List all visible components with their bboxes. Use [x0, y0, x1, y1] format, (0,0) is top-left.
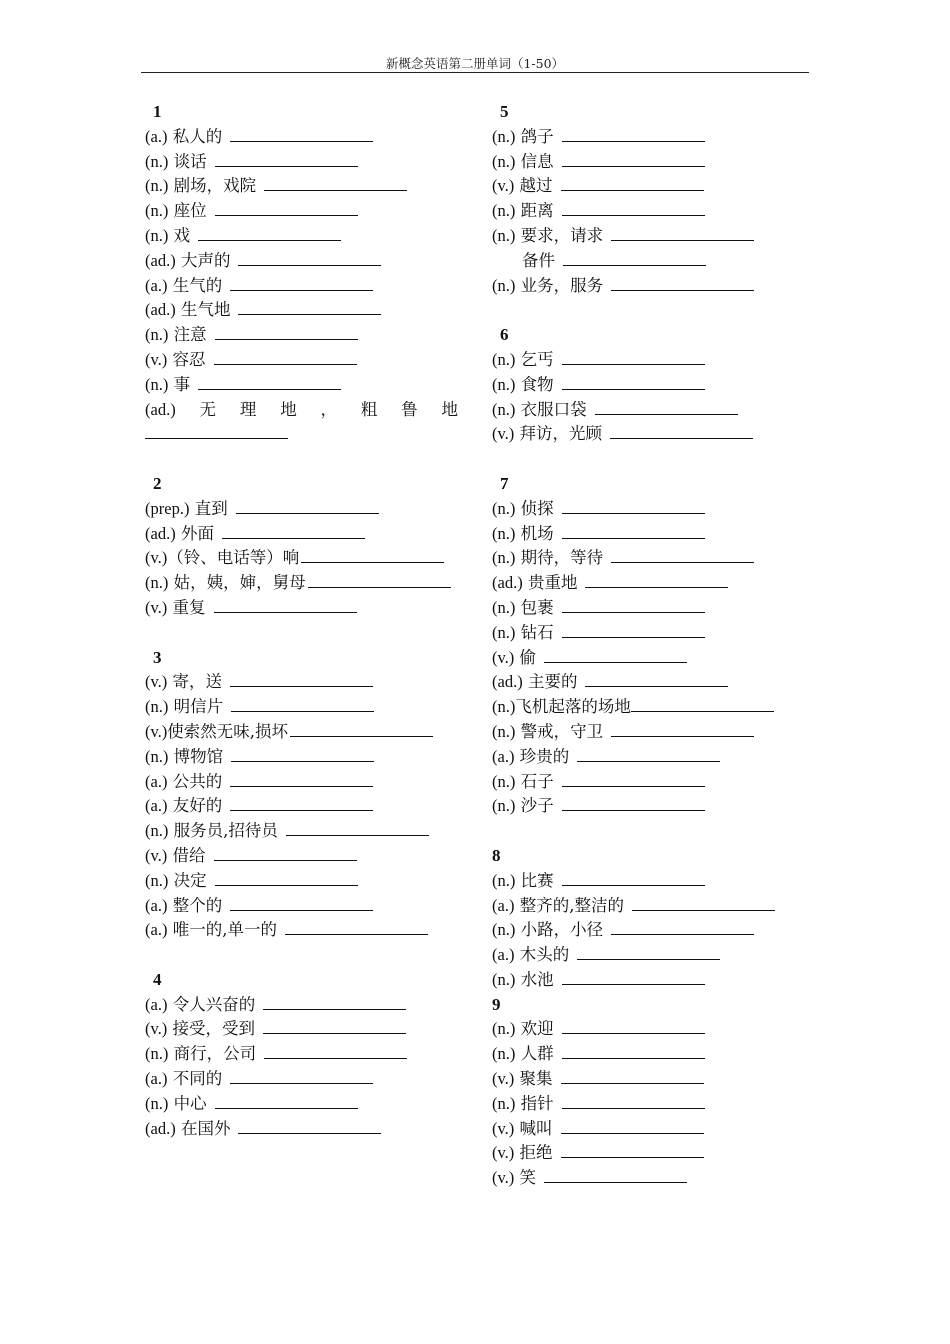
vocab-item-justified [145, 398, 458, 423]
answer-blank[interactable] [198, 373, 341, 390]
answer-blank[interactable] [214, 348, 357, 365]
part-of-speech: (a.) [492, 895, 515, 915]
part-of-speech: (a.) [492, 746, 515, 766]
part-of-speech: (a.) [145, 126, 168, 146]
vocab-item [145, 869, 465, 894]
vocab-item [492, 918, 812, 943]
part-of-speech: (n.) [492, 920, 516, 940]
chinese-meaning: 重复 [172, 597, 206, 617]
lesson-number: 5 [500, 102, 509, 121]
chinese-meaning: 不同的 [172, 1069, 223, 1089]
chinese-meaning: 警戒，守卫 [520, 721, 604, 741]
chinese-meaning: 接受，受到 [172, 1019, 256, 1039]
chinese-meaning: 直到 [194, 498, 228, 518]
part-of-speech: (v.) [145, 672, 168, 692]
answer-blank[interactable] [263, 1017, 406, 1034]
chinese-meaning: 备件 [522, 250, 555, 270]
vocab-item [145, 497, 465, 522]
part-of-speech: (n.) [145, 151, 169, 171]
part-of-speech: (n.) [492, 225, 516, 245]
chinese-meaning: 大声的 [180, 250, 231, 270]
vocab-item [492, 1117, 812, 1142]
chinese-meaning: 注意 [173, 325, 207, 345]
chinese-meaning: 寄，送 [172, 672, 223, 692]
chinese-meaning: 主要的 [527, 672, 578, 692]
part-of-speech: (n.) [492, 771, 516, 791]
chinese-meaning: 戏 [173, 225, 191, 245]
vocab-item [492, 596, 812, 621]
part-of-speech: (a.) [145, 796, 168, 816]
part-of-speech: (n.) [492, 374, 516, 394]
chinese-meaning: 决定 [173, 870, 207, 890]
part-of-speech: (n.) [492, 151, 516, 171]
chinese-meaning: 衣服口袋 [520, 399, 587, 419]
part-of-speech: (n.) [492, 1044, 516, 1064]
vocab-item [145, 373, 465, 398]
vocab-item [145, 894, 465, 919]
chinese-meaning: 比赛 [520, 870, 554, 890]
answer-blank[interactable] [611, 224, 754, 241]
part-of-speech: (n.) [145, 870, 169, 890]
chinese-meaning: 借给 [172, 845, 206, 865]
part-of-speech: (v.) [145, 349, 168, 369]
page-header [141, 56, 809, 73]
vocab-item [492, 1042, 812, 1067]
answer-blank[interactable] [631, 695, 774, 712]
chinese-meaning: 聚集 [519, 1069, 553, 1089]
answer-blank[interactable] [230, 1067, 373, 1084]
part-of-speech: (ad.) [492, 573, 523, 593]
right-column [492, 100, 812, 1191]
part-of-speech: (n.) [492, 697, 516, 717]
chinese-meaning: 剧场，戏院 [173, 176, 257, 196]
part-of-speech: (n.) [492, 498, 516, 518]
answer-blank[interactable] [562, 770, 705, 787]
vocab-item [492, 943, 812, 968]
chinese-meaning: 距离 [520, 201, 554, 221]
vocab-item [492, 174, 812, 199]
chinese-meaning: 乞丐 [520, 349, 554, 369]
vocab-item [492, 1141, 812, 1166]
answer-blank[interactable] [230, 670, 373, 687]
answer-blank[interactable] [562, 373, 705, 390]
vocab-item [492, 968, 812, 993]
vocab-item [492, 125, 812, 150]
vocab-item [492, 522, 812, 547]
answer-blank[interactable] [562, 199, 705, 216]
vocab-item [145, 348, 465, 373]
part-of-speech: (n.) [492, 523, 516, 543]
part-of-speech: (v.) [492, 647, 515, 667]
vocab-item [492, 869, 812, 894]
vocab-item [145, 819, 465, 844]
lesson-number: 4 [153, 969, 162, 989]
part-of-speech: (n.) [492, 399, 516, 419]
chinese-meaning: 珍贵的 [519, 746, 570, 766]
chinese-meaning: 越过 [519, 176, 553, 196]
vocab-item [492, 670, 812, 695]
vocab-item [145, 844, 465, 869]
part-of-speech: (n.) [145, 225, 169, 245]
chinese-meaning: 整个的 [172, 895, 223, 915]
chinese-meaning: 指针 [520, 1093, 554, 1113]
part-of-speech: (v.) [492, 1143, 515, 1163]
vocab-item [145, 670, 465, 695]
answer-blank[interactable] [562, 150, 705, 167]
chinese-meaning: 博物馆 [173, 746, 224, 766]
answer-blank[interactable] [286, 819, 429, 836]
answer-blank[interactable] [585, 670, 728, 687]
answer-blank[interactable] [585, 571, 728, 588]
lesson-number: 9 [492, 994, 501, 1014]
chinese-meaning: 拜访，光顾 [519, 424, 603, 444]
answer-blank[interactable] [290, 720, 433, 737]
part-of-speech: (a.) [145, 895, 168, 915]
answer-blank[interactable] [562, 794, 705, 811]
answer-blank[interactable] [230, 125, 373, 142]
chinese-meaning: 贵重地 [527, 573, 578, 593]
answer-blank[interactable] [595, 398, 738, 415]
part-of-speech: (ad.) [492, 672, 523, 692]
answer-blank[interactable] [562, 1092, 705, 1109]
chinese-meaning: 姑，姨，婶，舅母 [173, 573, 306, 593]
vocab-item [492, 745, 812, 770]
part-of-speech: (n.) [492, 1093, 516, 1113]
vocab-item [145, 571, 465, 596]
chinese-char: ， [320, 399, 338, 419]
part-of-speech: (ad.) [145, 250, 176, 270]
vocab-item [145, 298, 465, 323]
chinese-meaning: 木头的 [519, 945, 570, 965]
chinese-meaning: 笑 [519, 1168, 537, 1188]
part-of-speech: (n.) [492, 201, 516, 221]
part-of-speech: (n.) [492, 870, 516, 890]
part-of-speech: (n.) [492, 126, 516, 146]
page-header-title: 新概念英语第二册单词（1-50） [385, 56, 565, 71]
chinese-meaning: 偷 [519, 647, 537, 667]
chinese-char: 粗 [360, 399, 378, 419]
chinese-meaning: 要求，请求 [520, 225, 604, 245]
vocab-item [492, 1092, 812, 1117]
answer-blank[interactable] [562, 125, 705, 142]
vocab-item [492, 199, 812, 224]
vocab-item [492, 1017, 812, 1042]
part-of-speech: (n.) [145, 573, 169, 593]
part-of-speech: (ad.) [145, 300, 176, 320]
answer-blank[interactable] [215, 150, 358, 167]
chinese-char: 无 [199, 399, 217, 419]
vocab-item [492, 1067, 812, 1092]
answer-blank[interactable] [611, 720, 754, 737]
vocab-item [145, 199, 465, 224]
chinese-meaning: 鸽子 [520, 126, 554, 146]
part-of-speech: (v.) [492, 1069, 515, 1089]
part-of-speech: (n.) [492, 969, 516, 989]
lesson-number: 8 [492, 845, 501, 865]
chinese-meaning: 业务，服务 [520, 275, 604, 295]
part-of-speech: (n.) [492, 349, 516, 369]
answer-blank[interactable] [562, 1042, 705, 1059]
answer-blank[interactable] [215, 323, 358, 340]
chinese-meaning: 沙子 [520, 796, 554, 816]
chinese-meaning: 中心 [173, 1093, 207, 1113]
chinese-meaning: 生气的 [172, 275, 223, 295]
part-of-speech: (n.) [145, 1093, 169, 1113]
vocab-item [492, 274, 812, 299]
answer-blank[interactable] [238, 1117, 381, 1134]
chinese-meaning: 令人兴奋的 [172, 994, 256, 1014]
answer-blank[interactable] [611, 274, 754, 291]
vocab-item [492, 373, 812, 398]
part-of-speech: (v.) [492, 1168, 515, 1188]
lesson-number: 3 [153, 647, 162, 667]
part-of-speech: (v.) [145, 1019, 168, 1039]
answer-blank[interactable] [561, 1141, 704, 1158]
answer-blank[interactable] [222, 522, 365, 539]
chinese-meaning: 生气地 [180, 300, 231, 320]
vocab-item [145, 720, 465, 745]
vocab-item [145, 546, 465, 571]
part-of-speech: (n.) [145, 1044, 169, 1064]
vocab-item [492, 794, 812, 819]
vocab-item [145, 1042, 465, 1067]
answer-blank[interactable] [562, 596, 705, 613]
chinese-meaning: 整齐的,整洁的 [519, 895, 624, 915]
chinese-meaning: 使索然无味,损坏 [167, 721, 289, 741]
vocab-item [145, 1117, 465, 1142]
vocab-item [492, 894, 812, 919]
part-of-speech: (a.) [145, 1069, 168, 1089]
vocab-item-continuation [145, 422, 465, 447]
part-of-speech: (n.) [492, 548, 516, 568]
chinese-meaning: 私人的 [172, 126, 223, 146]
chinese-meaning: 侦探 [520, 498, 554, 518]
left-column [145, 100, 465, 1141]
chinese-meaning: 拒绝 [519, 1143, 553, 1163]
lesson-number: 1 [153, 102, 162, 121]
answer-blank[interactable] [263, 993, 406, 1010]
chinese-meaning: 服务员,招待员 [173, 821, 278, 841]
vocab-item [492, 770, 812, 795]
part-of-speech: (v.) [145, 845, 168, 865]
answer-blank[interactable] [611, 546, 754, 563]
answer-blank[interactable] [230, 794, 373, 811]
chinese-char: 理 [239, 399, 257, 419]
answer-blank[interactable] [562, 522, 705, 539]
vocab-item [145, 993, 465, 1018]
answer-blank[interactable] [230, 894, 373, 911]
answer-blank[interactable] [230, 274, 373, 291]
answer-blank[interactable] [214, 596, 357, 613]
part-of-speech: (a.) [145, 771, 168, 791]
chinese-meaning: 明信片 [173, 697, 224, 717]
part-of-speech: (n.) [145, 697, 169, 717]
vocab-item [492, 249, 812, 274]
vocab-item [492, 695, 812, 720]
part-of-speech: (n.) [492, 597, 516, 617]
answer-blank[interactable] [198, 224, 341, 241]
vocab-item [492, 422, 812, 447]
vocab-item [145, 150, 465, 175]
chinese-meaning: 座位 [173, 201, 207, 221]
answer-blank[interactable] [264, 174, 407, 191]
answer-blank[interactable] [577, 943, 720, 960]
vocab-item [492, 224, 812, 249]
chinese-meaning: 商行，公司 [173, 1044, 257, 1064]
chinese-meaning: 钻石 [520, 622, 554, 642]
part-of-speech: (v.) [145, 548, 168, 568]
answer-blank[interactable] [562, 1017, 705, 1034]
part-of-speech: (n.) [145, 325, 169, 345]
answer-blank[interactable] [238, 249, 381, 266]
answer-blank[interactable] [562, 621, 705, 638]
chinese-meaning: （铃、电话等）响 [167, 548, 300, 568]
vocab-item [145, 794, 465, 819]
vocab-item [492, 398, 812, 423]
part-of-speech: (a.) [492, 945, 515, 965]
chinese-char: 鲁 [401, 399, 418, 419]
part-of-speech: (a.) [145, 994, 168, 1014]
part-of-speech: (a.) [145, 275, 168, 295]
answer-blank[interactable] [285, 918, 428, 935]
answer-blank[interactable] [544, 1166, 687, 1183]
chinese-meaning: 水池 [520, 969, 554, 989]
part-of-speech: (n.) [145, 176, 169, 196]
answer-blank[interactable] [215, 869, 358, 886]
part-of-speech: (v.) [145, 721, 168, 741]
answer-blank[interactable] [231, 695, 374, 712]
chinese-meaning: 公共的 [172, 771, 223, 791]
lesson-number: 6 [500, 325, 509, 345]
answer-blank[interactable] [577, 745, 720, 762]
answer-blank[interactable] [563, 249, 706, 266]
part-of-speech: (ad.) [145, 399, 176, 419]
answer-blank[interactable] [561, 1067, 704, 1084]
part-of-speech: (n.) [492, 796, 516, 816]
chinese-meaning: 友好的 [172, 796, 223, 816]
answer-blank[interactable] [236, 497, 379, 514]
vocab-item [145, 522, 465, 547]
vocab-item [492, 348, 812, 373]
chinese-meaning: 食物 [520, 374, 554, 394]
answer-blank[interactable] [231, 745, 374, 762]
chinese-meaning: 喊叫 [519, 1118, 553, 1138]
vocab-item [145, 745, 465, 770]
chinese-meaning: 容忍 [172, 349, 206, 369]
part-of-speech: (n.) [492, 721, 516, 741]
chinese-meaning: 石子 [520, 771, 554, 791]
answer-blank[interactable] [308, 571, 451, 588]
answer-blank[interactable] [610, 422, 753, 439]
part-of-speech: (a.) [145, 920, 168, 940]
answer-blank[interactable] [562, 497, 705, 514]
chinese-char: 地 [441, 399, 458, 419]
answer-blank[interactable] [632, 894, 775, 911]
answer-blank[interactable] [562, 348, 705, 365]
vocab-item [145, 249, 465, 274]
answer-blank[interactable] [230, 770, 373, 787]
answer-blank[interactable] [561, 1117, 704, 1134]
vocab-item [145, 174, 465, 199]
answer-blank[interactable] [215, 199, 358, 216]
part-of-speech: (n.) [145, 201, 169, 221]
vocab-item [492, 150, 812, 175]
answer-blank[interactable] [264, 1042, 407, 1059]
vocab-item [145, 1092, 465, 1117]
part-of-speech: (ad.) [145, 523, 176, 543]
part-of-speech: (n.) [492, 622, 516, 642]
answer-blank[interactable] [238, 298, 381, 315]
answer-blank[interactable] [611, 918, 754, 935]
vocab-item [492, 1166, 812, 1191]
vocab-item [145, 224, 465, 249]
vocab-item [492, 621, 812, 646]
answer-blank[interactable] [562, 869, 705, 886]
vocab-item [492, 571, 812, 596]
chinese-meaning: 外面 [180, 523, 214, 543]
chinese-meaning: 期待，等待 [520, 548, 604, 568]
vocab-item [145, 770, 465, 795]
part-of-speech: (n.) [492, 275, 516, 295]
chinese-meaning: 谈话 [173, 151, 207, 171]
vocab-item [492, 720, 812, 745]
chinese-meaning: 欢迎 [520, 1019, 554, 1039]
answer-blank[interactable] [215, 1092, 358, 1109]
part-of-speech: (n.) [145, 821, 169, 841]
part-of-speech: (v.) [492, 424, 515, 444]
part-of-speech: (ad.) [145, 1118, 176, 1138]
chinese-meaning: 唯一的,单一的 [172, 920, 277, 940]
answer-blank[interactable] [561, 174, 704, 191]
lesson-number: 7 [500, 473, 509, 493]
chinese-meaning: 飞机起落的场地 [515, 697, 631, 717]
part-of-speech: (n.) [492, 1019, 516, 1039]
vocab-item [492, 646, 812, 671]
vocab-item [145, 596, 465, 621]
answer-blank[interactable] [562, 968, 705, 985]
lesson-number: 2 [153, 473, 162, 493]
chinese-meaning: 包裹 [520, 597, 554, 617]
chinese-meaning: 信息 [520, 151, 554, 171]
part-of-speech: (v.) [492, 176, 515, 196]
answer-blank[interactable] [544, 646, 687, 663]
vocab-item [492, 497, 812, 522]
vocab-item [145, 274, 465, 299]
chinese-meaning: 事 [173, 374, 191, 394]
part-of-speech: (n.) [145, 746, 169, 766]
chinese-meaning: 人群 [520, 1044, 554, 1064]
answer-blank[interactable] [145, 422, 288, 439]
vocab-item [492, 546, 812, 571]
vocab-item [145, 1067, 465, 1092]
vocab-item [145, 323, 465, 348]
part-of-speech: (prep.) [145, 498, 190, 518]
chinese-char: 地 [280, 399, 297, 419]
chinese-meaning: 小路，小径 [520, 920, 604, 940]
chinese-meaning: 机场 [520, 523, 554, 543]
part-of-speech: (v.) [492, 1118, 515, 1138]
vocab-item [145, 918, 465, 943]
vocab-item [145, 695, 465, 720]
vocab-item [145, 125, 465, 150]
answer-blank[interactable] [214, 844, 357, 861]
chinese-meaning: 在国外 [180, 1118, 231, 1138]
part-of-speech: (n.) [145, 374, 169, 394]
vocab-item [145, 1017, 465, 1042]
answer-blank[interactable] [301, 546, 444, 563]
part-of-speech: (v.) [145, 597, 168, 617]
